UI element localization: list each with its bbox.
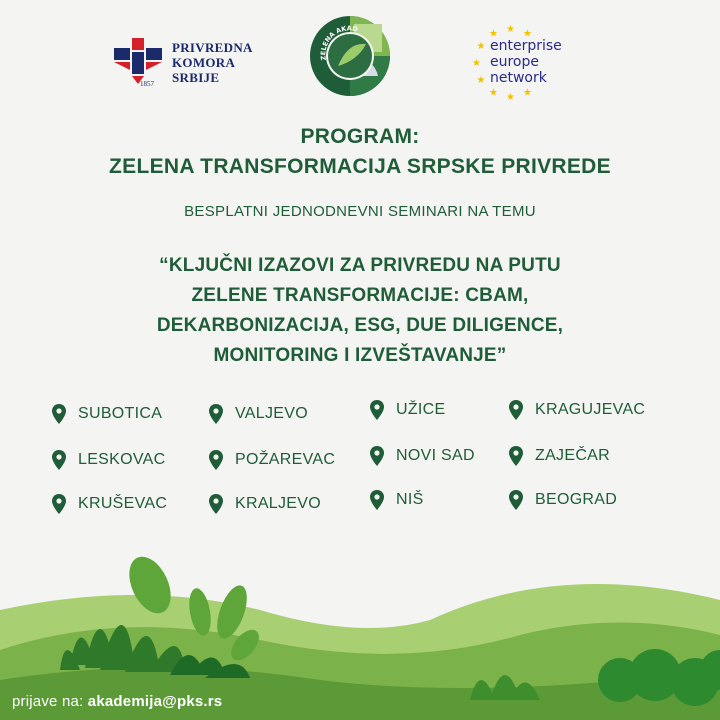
een-name: enterprise europe network xyxy=(490,38,562,86)
city-item xyxy=(509,446,610,466)
city-name: KRALJEVO xyxy=(235,495,321,512)
city-item xyxy=(209,450,335,470)
seminar-topic: “KLJUČNI IZAZOVI ZA PRIVREDU NA PUTU ZELENE TRANSFORMACIJE: CBAM, DEKARBONIZACIJA, ESG, DUE DILIGENCE, MONITORING I IZVEŠTAVANJE” xyxy=(156,255,564,366)
city-name: LESKOVAC xyxy=(78,451,166,468)
zelena-akademija-emblem-icon xyxy=(308,14,392,98)
map-pin-icon xyxy=(209,450,223,470)
eu-star-icon: ★ xyxy=(489,28,498,40)
city-name: ZAJEČAR xyxy=(535,447,610,464)
een-logo xyxy=(470,22,570,102)
city-name: VALJEVO xyxy=(235,405,308,422)
eu-star-icon: ★ xyxy=(476,75,486,86)
map-pin-icon xyxy=(209,404,223,424)
city-name: BEOGRAD xyxy=(535,491,618,508)
pks-name: PRIVREDNA KOMORA SRBIJE xyxy=(172,40,253,85)
city-item xyxy=(509,400,645,420)
eu-star-icon: ★ xyxy=(523,87,532,99)
registration-footer xyxy=(12,693,222,710)
city-item xyxy=(52,494,167,514)
city-name: NIŠ xyxy=(396,491,424,508)
pks-emblem-icon xyxy=(110,36,166,92)
seminar-subtitle: BESPLATNI JEDNODNEVNI SEMINARI NA TEMU xyxy=(184,203,536,220)
city-name: POŽAREVAC xyxy=(235,451,336,468)
map-pin-icon xyxy=(509,400,523,420)
city-item xyxy=(209,494,321,514)
zelena-akademija-logo xyxy=(308,14,392,98)
map-pin-icon xyxy=(370,446,384,466)
city-item xyxy=(509,490,617,510)
footer-email-link[interactable]: akademija@pks.rs xyxy=(87,693,223,710)
svg-text:ZELENA AKADEMIJA: ZELENA AKAD xyxy=(319,24,359,61)
map-pin-icon xyxy=(370,400,384,420)
eu-star-icon: ★ xyxy=(472,58,481,69)
city-item xyxy=(370,400,446,420)
pks-logo xyxy=(110,36,270,94)
eu-star-icon: ★ xyxy=(506,24,515,35)
program-title: PROGRAM: ZELENA TRANSFORMACIJA SRPSKE PRIVREDE xyxy=(109,125,611,178)
city-item xyxy=(52,450,165,470)
city-name: KRAGUJEVAC xyxy=(535,401,646,418)
map-pin-icon xyxy=(52,494,66,514)
map-pin-icon xyxy=(509,490,523,510)
pks-year: 1857 xyxy=(140,80,154,88)
map-pin-icon xyxy=(209,494,223,514)
city-name: NOVI SAD xyxy=(396,447,475,464)
eu-star-icon: ★ xyxy=(523,28,532,40)
city-item xyxy=(370,490,424,510)
map-pin-icon xyxy=(52,404,66,424)
map-pin-icon xyxy=(509,446,523,466)
city-item xyxy=(209,404,308,424)
city-item xyxy=(370,446,475,466)
city-name: UŽICE xyxy=(396,401,446,418)
map-pin-icon xyxy=(52,450,66,470)
city-name: KRUŠEVAC xyxy=(78,495,168,512)
eu-star-icon: ★ xyxy=(476,41,486,52)
map-pin-icon xyxy=(370,490,384,510)
footer-label: prijave na: xyxy=(12,693,88,710)
eu-star-icon: ★ xyxy=(489,87,498,99)
city-name: SUBOTICA xyxy=(78,405,163,422)
eu-star-icon: ★ xyxy=(506,92,515,102)
city-item xyxy=(52,404,162,424)
